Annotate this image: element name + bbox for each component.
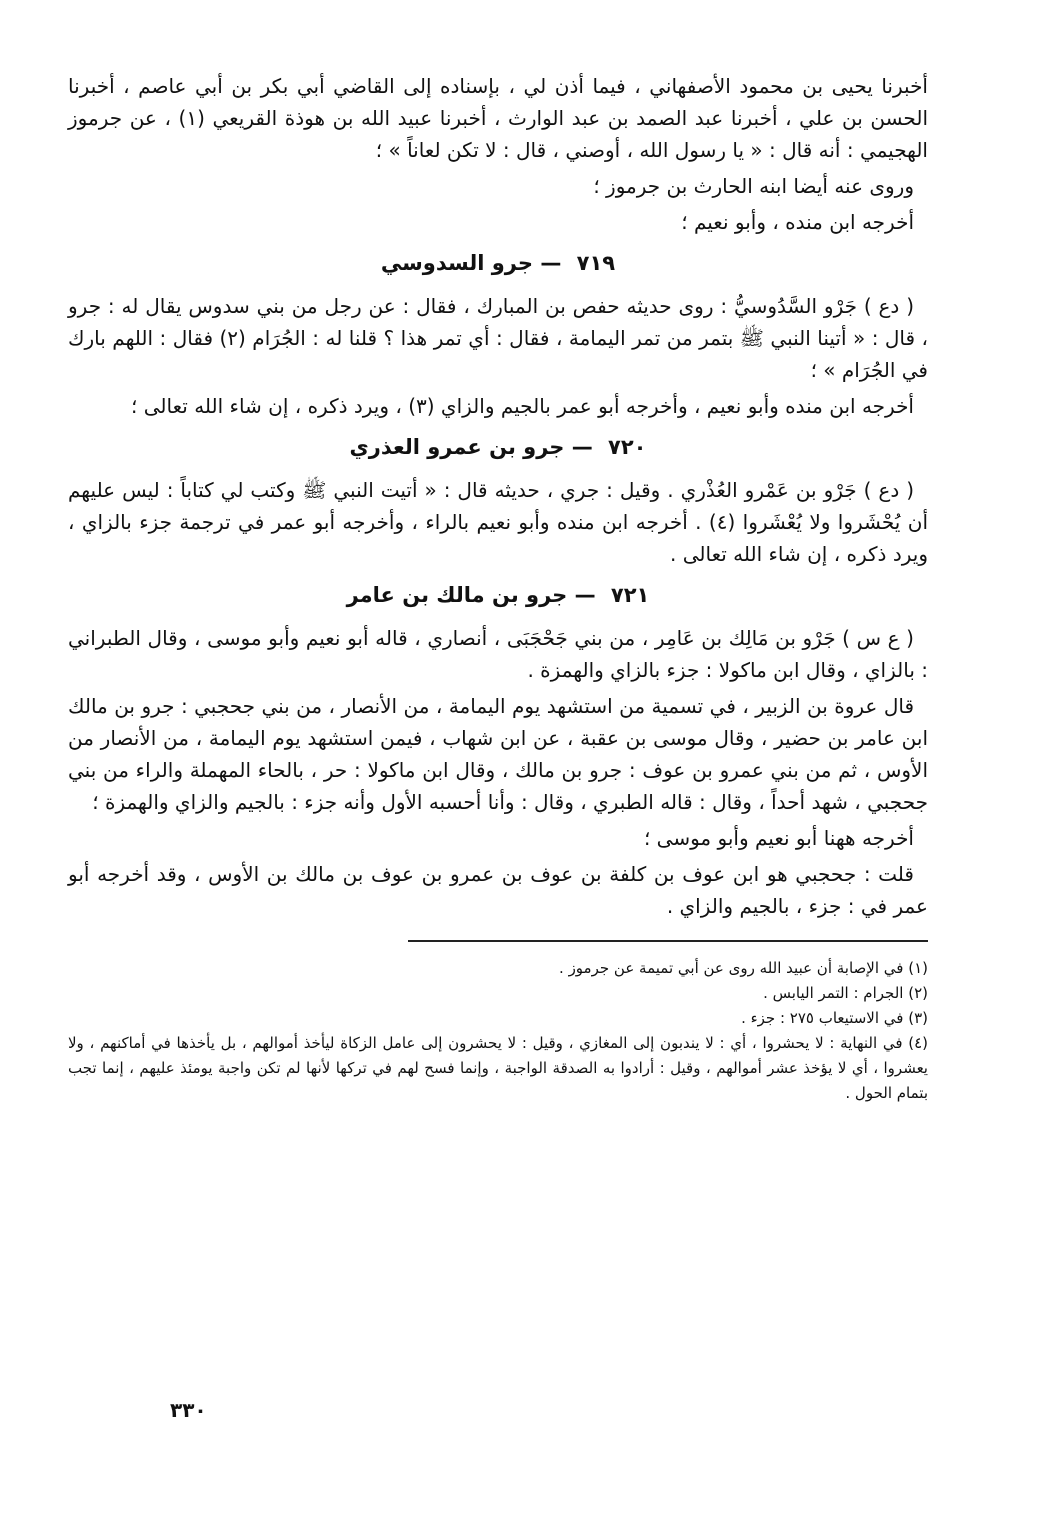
footnote-4: (٤) في النهاية : لا يحشروا ، أي : لا يندبون إلى المغازي ، وقيل : لا يحشرون إلى عامل الزكاة ليأخذ أموالهم ، بل يأخذها في أماكنهم ، ولا يعشروا ، أي لا يؤخذ عشر أموالهم ، وقيل : أرادوا به الصدقة الواجبة ، وإنما فسح لهم في تركها لأنها لم تكن واجبة يومئذ عليهم ، إنما تجب بتمام الحول .	[68, 1034, 928, 1102]
entry-721-paragraph-3: أخرجه ههنا أبو نعيم وأبو موسى ؛	[643, 826, 914, 850]
entry-dash: —	[574, 583, 596, 607]
footnote-3: (٣) في الاستيعاب ٢٧٥ : جزء .	[741, 1009, 928, 1027]
footnote-1: (١) في الإصابة أن عبيد الله روى عن أبي تميمة عن جرموز .	[559, 959, 928, 977]
entry-title: جرو بن مالك بن عامر	[346, 583, 568, 607]
entry-721-paragraph-1: ( ع س ) جَرْو بن مَالِك بن عَامِر ، من بني جَحْجَبَى ، أنصاري ، قاله أبو نعيم وأبو موسى ، وقال الطبراني : بالزاي ، وقال ابن ماكولا : جزء بالزاي والهمزة .	[68, 626, 928, 682]
entry-dash: —	[571, 435, 593, 459]
page-number: ٣٣٠	[170, 1398, 207, 1422]
entry-number: ٧١٩	[576, 251, 616, 275]
entry-number: ٧٢٠	[608, 435, 647, 459]
entry-number: ٧٢١	[610, 583, 650, 607]
intro-paragraph-2: وروى عنه أيضا ابنه الحارث بن جرموز ؛	[593, 174, 914, 198]
entry-title: جرو بن عمرو العذري	[349, 435, 565, 459]
footnote-divider	[408, 940, 928, 942]
entry-heading-720	[68, 432, 928, 462]
entry-719-paragraph-2: أخرجه ابن منده وأبو نعيم ، وأخرجه أبو عمر بالجيم والزاي (٣) ، ويرد ذكره ، إن شاء الله تعالى ؛	[131, 394, 914, 418]
intro-paragraph-1: أخبرنا يحيى بن محمود الأصفهاني ، فيما أذن لي ، بإسناده إلى القاضي أبي بكر بن أبي عاصم ، أخبرنا الحسن بن علي ، أخبرنا عبد الصمد بن عبد الوارث ، أخبرنا عبيد الله بن هوذة القريعي (١) ، عن جرموز الهجيمي : أنه قال : « يا رسول الله ، أوصني ، قال : لا تكن لعاناً » ؛	[68, 74, 928, 162]
entry-720-paragraph-1: ( دع ) جَرْو بن عَمْرو العُذْري . وقيل : جري ، حديثه قال : « أتيت النبي ﷺ وكتب لي كتاباً : ليس عليهم أن يُحْشَروا ولا يُعْشَروا (٤) . أخرجه ابن منده وأبو نعيم بالراء ، وأخرجه أبو عمر في ترجمة جزء بالزاي ، ويرد ذكره ، إن شاء الله تعالى .	[68, 478, 929, 566]
entry-721-paragraph-2: قال عروة بن الزبير ، في تسمية من استشهد يوم اليمامة ، من الأنصار ، من بني جحجبي : جرو بن مالك ابن عامر بن حضير ، وقال موسى بن عقبة ، عن ابن شهاب ، فيمن استشهد يوم اليمامة ، من الأنصار من الأوس ، ثم من بني عمرو بن عوف : جرو بن مالك ، وقال ابن ماكولا : حر ، بالحاء المهملة والراء من بني جحجبي ، شهد أحداً ، وقال : قاله الطبري ، وقال : وأنا أحسبه الأول وأنه جزء : بالجيم والزاي والهمزة ؛	[68, 694, 928, 814]
footnotes	[68, 956, 928, 1106]
entry-title: جرو السدوسي	[380, 251, 534, 275]
entry-heading-719	[68, 248, 928, 278]
footnote-2: (٢) الجرام : التمر اليابس .	[763, 984, 928, 1002]
entry-heading-721	[68, 580, 928, 610]
entry-719-paragraph-1: ( دع ) جَرْو السَّدُوسيُّ : روى حديثه حفص بن المبارك ، فقال : عن رجل من بني سدوس يقال له : جرو ، قال : « أتينا النبي ﷺ بتمر من تمر اليمامة ، فقال : أي تمر هذا ؟ قلنا له : الجُرَام (٢) فقال : اللهم بارك في الجُرَام » ؛	[68, 294, 928, 382]
document-page	[68, 70, 928, 1470]
entry-dash: —	[540, 251, 562, 275]
intro-paragraph-3: أخرجه ابن منده ، وأبو نعيم ؛	[681, 210, 914, 234]
entry-721-paragraph-4: قلت : جحجبي هو ابن عوف بن كلفة بن عوف بن عمرو بن عوف بن مالك بن الأوس ، وقد أخرجه أبو عمر في : جزء ، بالجيم والزاي .	[68, 862, 928, 918]
